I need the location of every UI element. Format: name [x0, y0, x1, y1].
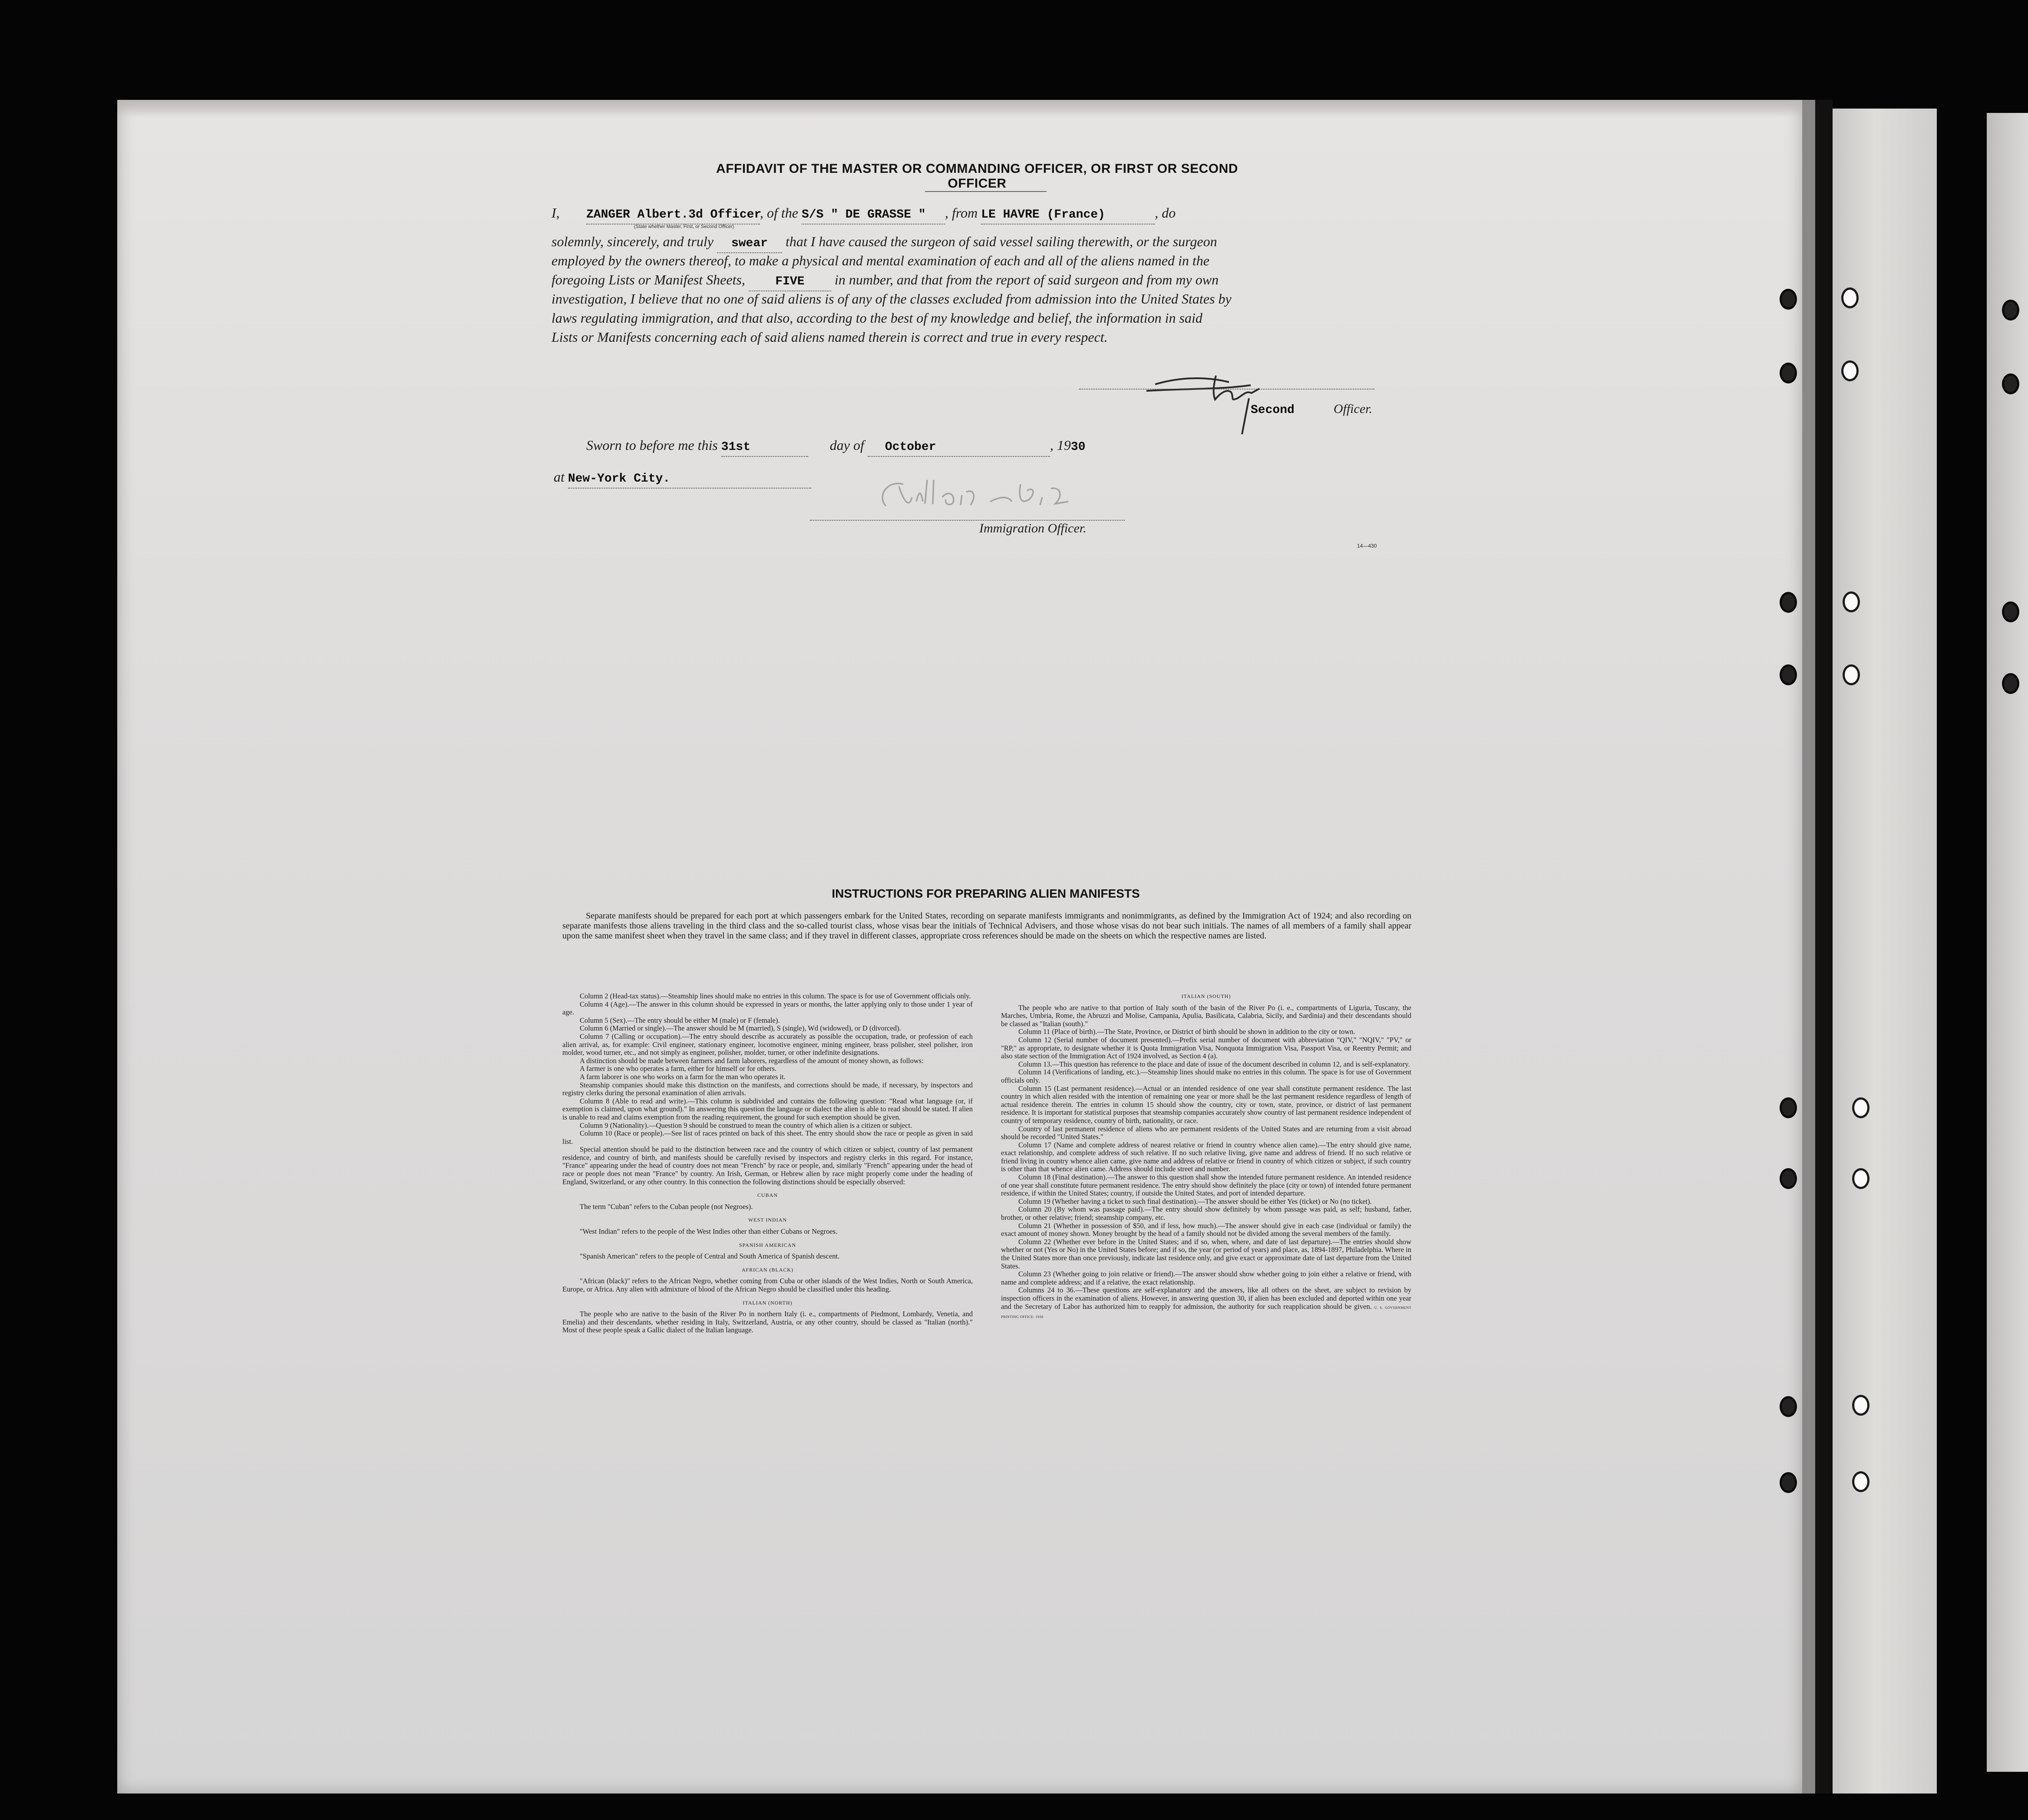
instruction-paragraph: Column 18 (Final destination).—The answer to this question shall show the intended future permanent residence. An intended residence of one year shall constitute future permanent residence. The entry should show definitely the place (city or town) of intended future permanent residence, if within the United States; country, if outside the United States, and port of intended departure. [1001, 1173, 1411, 1198]
instructions-right-column [1001, 992, 1411, 1321]
instruction-paragraph: Column 7 (Calling or occupation).—The entry should describe as accurately as possible the occupation, trade, or profession of each alien arrival, as, for example: Civil engineer, stationary engineer, locomotive engineer, mining engineer, brass polisher, steel polisher, iron molder, wood turner, etc., and not simply as engineer, polisher, molder, turner, or other indefinite designations. [562, 1032, 973, 1057]
section-heading-african: AFRICAN (BLACK) [741, 1266, 794, 1273]
instruction-paragraph: Column 2 (Head-tax status).—Steamship lines should make no entries in this column. The space is for use of Government officials only. [580, 992, 971, 1000]
title-divider [925, 191, 1047, 192]
binder-hole [1780, 664, 1797, 685]
manifest-sheet [117, 100, 1802, 1794]
instruction-paragraph: "West Indian" refers to the people of the West Indies other than either Cubans or Negroes. [580, 1227, 838, 1236]
officer-rank-label: Second Officer. [1251, 402, 1372, 417]
sworn-year-field: 30 [1070, 440, 1086, 454]
binder-hole [1780, 289, 1797, 310]
binder-hole [1780, 592, 1797, 613]
binder-hole [2002, 601, 2019, 622]
binding-edge [1802, 100, 1815, 1794]
binder-hole [1852, 1097, 1869, 1118]
binder-hole [1841, 360, 1859, 381]
instruction-paragraph: Column 15 (Last permanent residence).—Actual or an intended residence of one year shall constitute permanent residence. The last country in which alien resided with the intention of remaining one year or more shall be the last permanent residence regardless of length of actual residence therein. The entries in column 15 should show the country, city or town, state, province, or district of last permanent residence. It is important for statistical purposes that steamship companies accurately show country of last permanent residence independent of country of temporary residence, country of birth, nationality, or race. [1001, 1084, 1411, 1125]
binder-hole [1780, 363, 1797, 383]
sworn-place-field: New-York City. [568, 470, 811, 489]
instruction-paragraph: Column 10 (Race or people).—See list of races printed on back of this sheet. The entry should show the race or people as given in said list. [562, 1129, 973, 1146]
port-field: LE HAVRE (France) [981, 206, 1155, 225]
immigration-officer-signature [869, 471, 1112, 519]
sheet-top-shadow [117, 100, 1802, 117]
binder-hole [1841, 287, 1859, 308]
instruction-paragraph: A distinction should be made between farmers and farm laborers, regardless of the amount of money shown, as follows: [580, 1056, 924, 1065]
affidavit-line-3: employed by the owners thereof, to make a physical and mental examination of each and all of the aliens named in the [552, 253, 1209, 268]
section-heading-italian-north: ITALIAN (NORTH) [743, 1299, 793, 1306]
instruction-paragraph: "African (black)" refers to the African Negro, whether coming from Cuba or other islands of the West Indies, North or South America, Europe, or Africa. Any alien with admixture of blood of the African Negro should be classified under this heading. [562, 1277, 973, 1293]
instruction-paragraph: Column 20 (By whom was passage paid).—The entry should show definitely by whom passage was paid, as self; husband, father, brother, or other relative; friend; steamship company, etc. [1001, 1205, 1411, 1222]
binder-hole [1852, 1471, 1869, 1492]
binder-hole [1852, 1168, 1869, 1189]
instructions-left-column [562, 992, 973, 1334]
instruction-paragraph: Column 8 (Able to read and write).—This column is subdivided and contains the following question: "Read what language (or, if exemption is claimed, upon what ground)." In answering this question the language or dialect the alien is able to read should be stated. If alien is unable to read and claims exemption from the reading requirement, the ground for such exemption should be given. [562, 1097, 973, 1121]
instruction-paragraph: "Spanish American" refers to the people of Central and South America of Spanish descent. [580, 1252, 840, 1261]
instruction-paragraph: The people who are native to that portion of Italy south of the basin of the River Po (i. e., compartments of Liguria, Tuscany, the Marches, Umbria, Rome, the Abruzzi and Molise, Campania, Apulia, Basilicata, Calabria, Sicily, and Sardinia) and their descendants should be classed as "Italian (south)." [1001, 1003, 1411, 1028]
binding-gap [1815, 100, 1833, 1794]
sworn-line: Sworn to before me this 31st day of October , 1930 [586, 436, 1086, 457]
binder-hole [1843, 664, 1860, 685]
binder-hole [1780, 1472, 1797, 1493]
instruction-paragraph: Column 19 (Whether having a ticket to such final destination).—The answer should be either Yes (ticket) or No (no ticket). [1018, 1197, 1372, 1206]
instruction-paragraph: Column 12 (Serial number of document presented).—Prefix serial number of document with abbreviation "QIV," "NQIV," "PV," or "RP," as appropriate, to designate whether it is Quota Immigration Visa, Nonquota Immigration Visa, Passport Visa, or Reentry Permit; and also state section of the Immigration Act of 1924 involved, as Section 4 (a). [1001, 1035, 1411, 1060]
instruction-paragraph: A farm laborer is one who works on a farm for the man who operates it. [580, 1072, 786, 1081]
binder-hole [2002, 373, 2019, 394]
instruction-paragraph: Columns 24 to 36.—These questions are self-explanatory and the answers, like all others on the sheet, are subject to revision by inspection officers in the examination of aliens. However, in answering question 30, if alien has been excluded and deported within one year and the Secretary of Labor has authorized him to reapply for admission, the authority for such reapplication should be given. U. S. GOVERNMENT PRINTING OFFICE: 1930 [1001, 1286, 1411, 1319]
rank-note: (State whether Master, First, or Second Officer) [634, 224, 734, 229]
instruction-paragraph: Column 9 (Nationality).—Question 9 should be construed to mean the country of which alien is a citizen or subject. [580, 1121, 912, 1130]
instruction-paragraph: Column 22 (Whether ever before in the United States; and if so, when, where, and date of last departure).—The entries should show whether or not (Yes or No) in the United States before; and if so, the year (or period of years) and place, as, 1894-1897, Philadelphia. Where in the United States more than once previously, indicate last residence only, and give exact or approximate date of last departure from the United States. [1001, 1237, 1411, 1270]
instructions-intro: Separate manifests should be prepared for each port at which passengers embark for the United States, recording on separate manifests immigrants and nonimmigrants, as defined by the Immigration Act of 1924; and also recording on separate manifests those aliens traveling in the third class and the so-called tourist class, whose visas bear the initials of Technical Advisers, and those whose visas do not bear such initials. The names of all members of a family shall appear upon the same manifest sheet when they travel in the same class; and if they travel in different classes, appropriate cross references should be made on the sheets on which the respective names are listed. [562, 911, 1411, 941]
binder-hole [2002, 300, 2019, 320]
binder-hole [2002, 673, 2019, 694]
instruction-paragraph: Column 23 (Whether going to join relative or friend).—The answer should show whether going to join either a relative or friend, with name and complete address; and if a relative, the exact relationship. [1001, 1270, 1411, 1286]
instruction-paragraph: Column 4 (Age).—The answer in this column should be expressed in years or months, the latter applying only to those under 1 year of age. [562, 1000, 973, 1017]
affidavit-line-7: Lists or Manifests concerning each of said aliens named therein is correct and true in every respect. [552, 329, 1108, 345]
oath-field: swear [717, 235, 782, 253]
affidavit-line-6: laws regulating immigration, and that also, according to the best of my knowledge and belief, the information in said [552, 310, 1202, 326]
affidavit-line-1: I, ZANGER Albert.3d Officer, of the S/S " DE GRASSE " , from LE HAVRE (France) , do [552, 204, 1176, 225]
instruction-paragraph: Column 11 (Place of birth).—The State, Province, or District of birth should be shown in addition to the city or town. [1018, 1027, 1355, 1036]
instruction-paragraph: Column 13.—This question has reference to the place and date of issue of the document described in column 12, and is self-explanatory. [1018, 1060, 1410, 1068]
sheet-count-field: FIVE [749, 273, 831, 291]
instruction-paragraph: Column 21 (Whether in possession of $50, and if less, how much).—The answer should give in each case (individual or family) the exact amount of money shown. Money brought by the head of a family should not be divided among the several members of the family. [1001, 1221, 1411, 1238]
affidavit-line-4: foregoing Lists or Manifest Sheets, FIVE in number, and that from the report of said surgeon and from my own [552, 271, 1219, 291]
binder-hole [1780, 1168, 1797, 1189]
instruction-paragraph: The term "Cuban" refers to the Cuban people (not Negroes). [580, 1202, 753, 1211]
instruction-paragraph: A farmer is one who operates a farm, either for himself or for others. [580, 1064, 777, 1073]
affidavit-line-2: solemnly, sincerely, and truly swear that I have caused the surgeon of said vessel sailing therewith, or the surgeon [552, 233, 1217, 253]
binder-hole [1780, 1097, 1797, 1118]
instruction-paragraph: The people who are native to the basin of the River Po in northern Italy (i. e., compartments of Piedmont, Lombardy, Venetia, and Emelia) and their descendants, whether residing in Italy, Switzerland, Austria, or any other country, should be classed as "Italian (north)." Most of these people speak a Gallic dialect of the Italian language. [562, 1310, 973, 1334]
instruction-paragraph: Column 14 (Verifications of landing, etc.).—Steamship lines should make no entries in this column. The space is for use of Government officials only. [1001, 1068, 1411, 1084]
immigration-officer-label: Immigration Officer. [979, 521, 1087, 535]
binder-hole [1852, 1395, 1869, 1416]
sworn-month-field: October [868, 439, 1050, 457]
officer-name-field: ZANGER Albert.3d Officer [586, 206, 760, 225]
binder-hole [1780, 1396, 1797, 1417]
bound-page-strip-far [1987, 113, 2028, 1772]
officer-signature-line [1079, 389, 1374, 390]
instruction-paragraph: Column 5 (Sex).—The entry should be either M (male) or F (female). [580, 1016, 780, 1024]
section-heading-spanish-american: SPANISH AMERICAN [739, 1242, 796, 1248]
binder-hole [1843, 591, 1860, 612]
section-heading-west-indian: WEST INDIAN [748, 1217, 787, 1223]
officer-signature [1138, 358, 1285, 436]
instructions-title: INSTRUCTIONS FOR PREPARING ALIEN MANIFESTS [832, 887, 1140, 900]
form-number: 14—430 [1357, 543, 1377, 549]
ship-name-field: S/S " DE GRASSE " [802, 206, 945, 225]
affidavit-title: AFFIDAVIT OF THE MASTER OR COMMANDING OFFICER, OR FIRST OR SECOND OFFICER [716, 162, 1238, 191]
instruction-paragraph: Steamship companies should make this distinction on the manifests, and corrections should be made, if necessary, by inspectors and registry clerks during the personal examination of alien arrivals. [562, 1080, 973, 1097]
instruction-paragraph: Column 6 (Married or single).—The answer should be M (married), S (single), Wd (widowed), or D (divorced). [580, 1024, 901, 1033]
sworn-day-field: 31st [721, 439, 808, 457]
instruction-paragraph: Special attention should be paid to the distinction between race and the country of which citizen or subject, country of last permanent residence, and country of birth, and manifests should be carefully revised by inspectors and registry clerks in this regard. For instance, "France" appearing under the head of country does not mean "French" by race or people, and, similarly "French" appearing under the head of race or people does not mean "France" by country. An Irish, German, or Hebrew alien by race might properly come under the heading of England, Switzerland, or any other country. In this connection the following distinctions should be especially observed: [562, 1145, 973, 1186]
affidavit-line-5: investigation, I believe that no one of said aliens is of any of the classes excluded from admission into the United States by [552, 291, 1232, 307]
section-heading-italian-south: ITALIAN (SOUTH) [1181, 993, 1231, 999]
instruction-paragraph: Column 17 (Name and complete address of nearest relative or friend in country whence alien came).—The entry should give name, exact relationship, and complete address of such relative. If no such relative living, give name and address of friend. If no such relative or friend living in country whence alien came, give name and address of relative or friend in country of which citizen or subject, if such country is other than that whence alien came. Address should include street and number. [1001, 1140, 1411, 1173]
instruction-paragraph: Country of last permanent residence of aliens who are permanent residents of the United States and are returning from a visit abroad should be recorded "United States." [1001, 1124, 1411, 1141]
printer-imprint: U. S. GOVERNMENT PRINTING OFFICE: 1930 [1001, 1305, 1411, 1319]
sworn-place-line: at New-York City. [554, 468, 811, 489]
section-heading-cuban: CUBAN [757, 1192, 778, 1199]
